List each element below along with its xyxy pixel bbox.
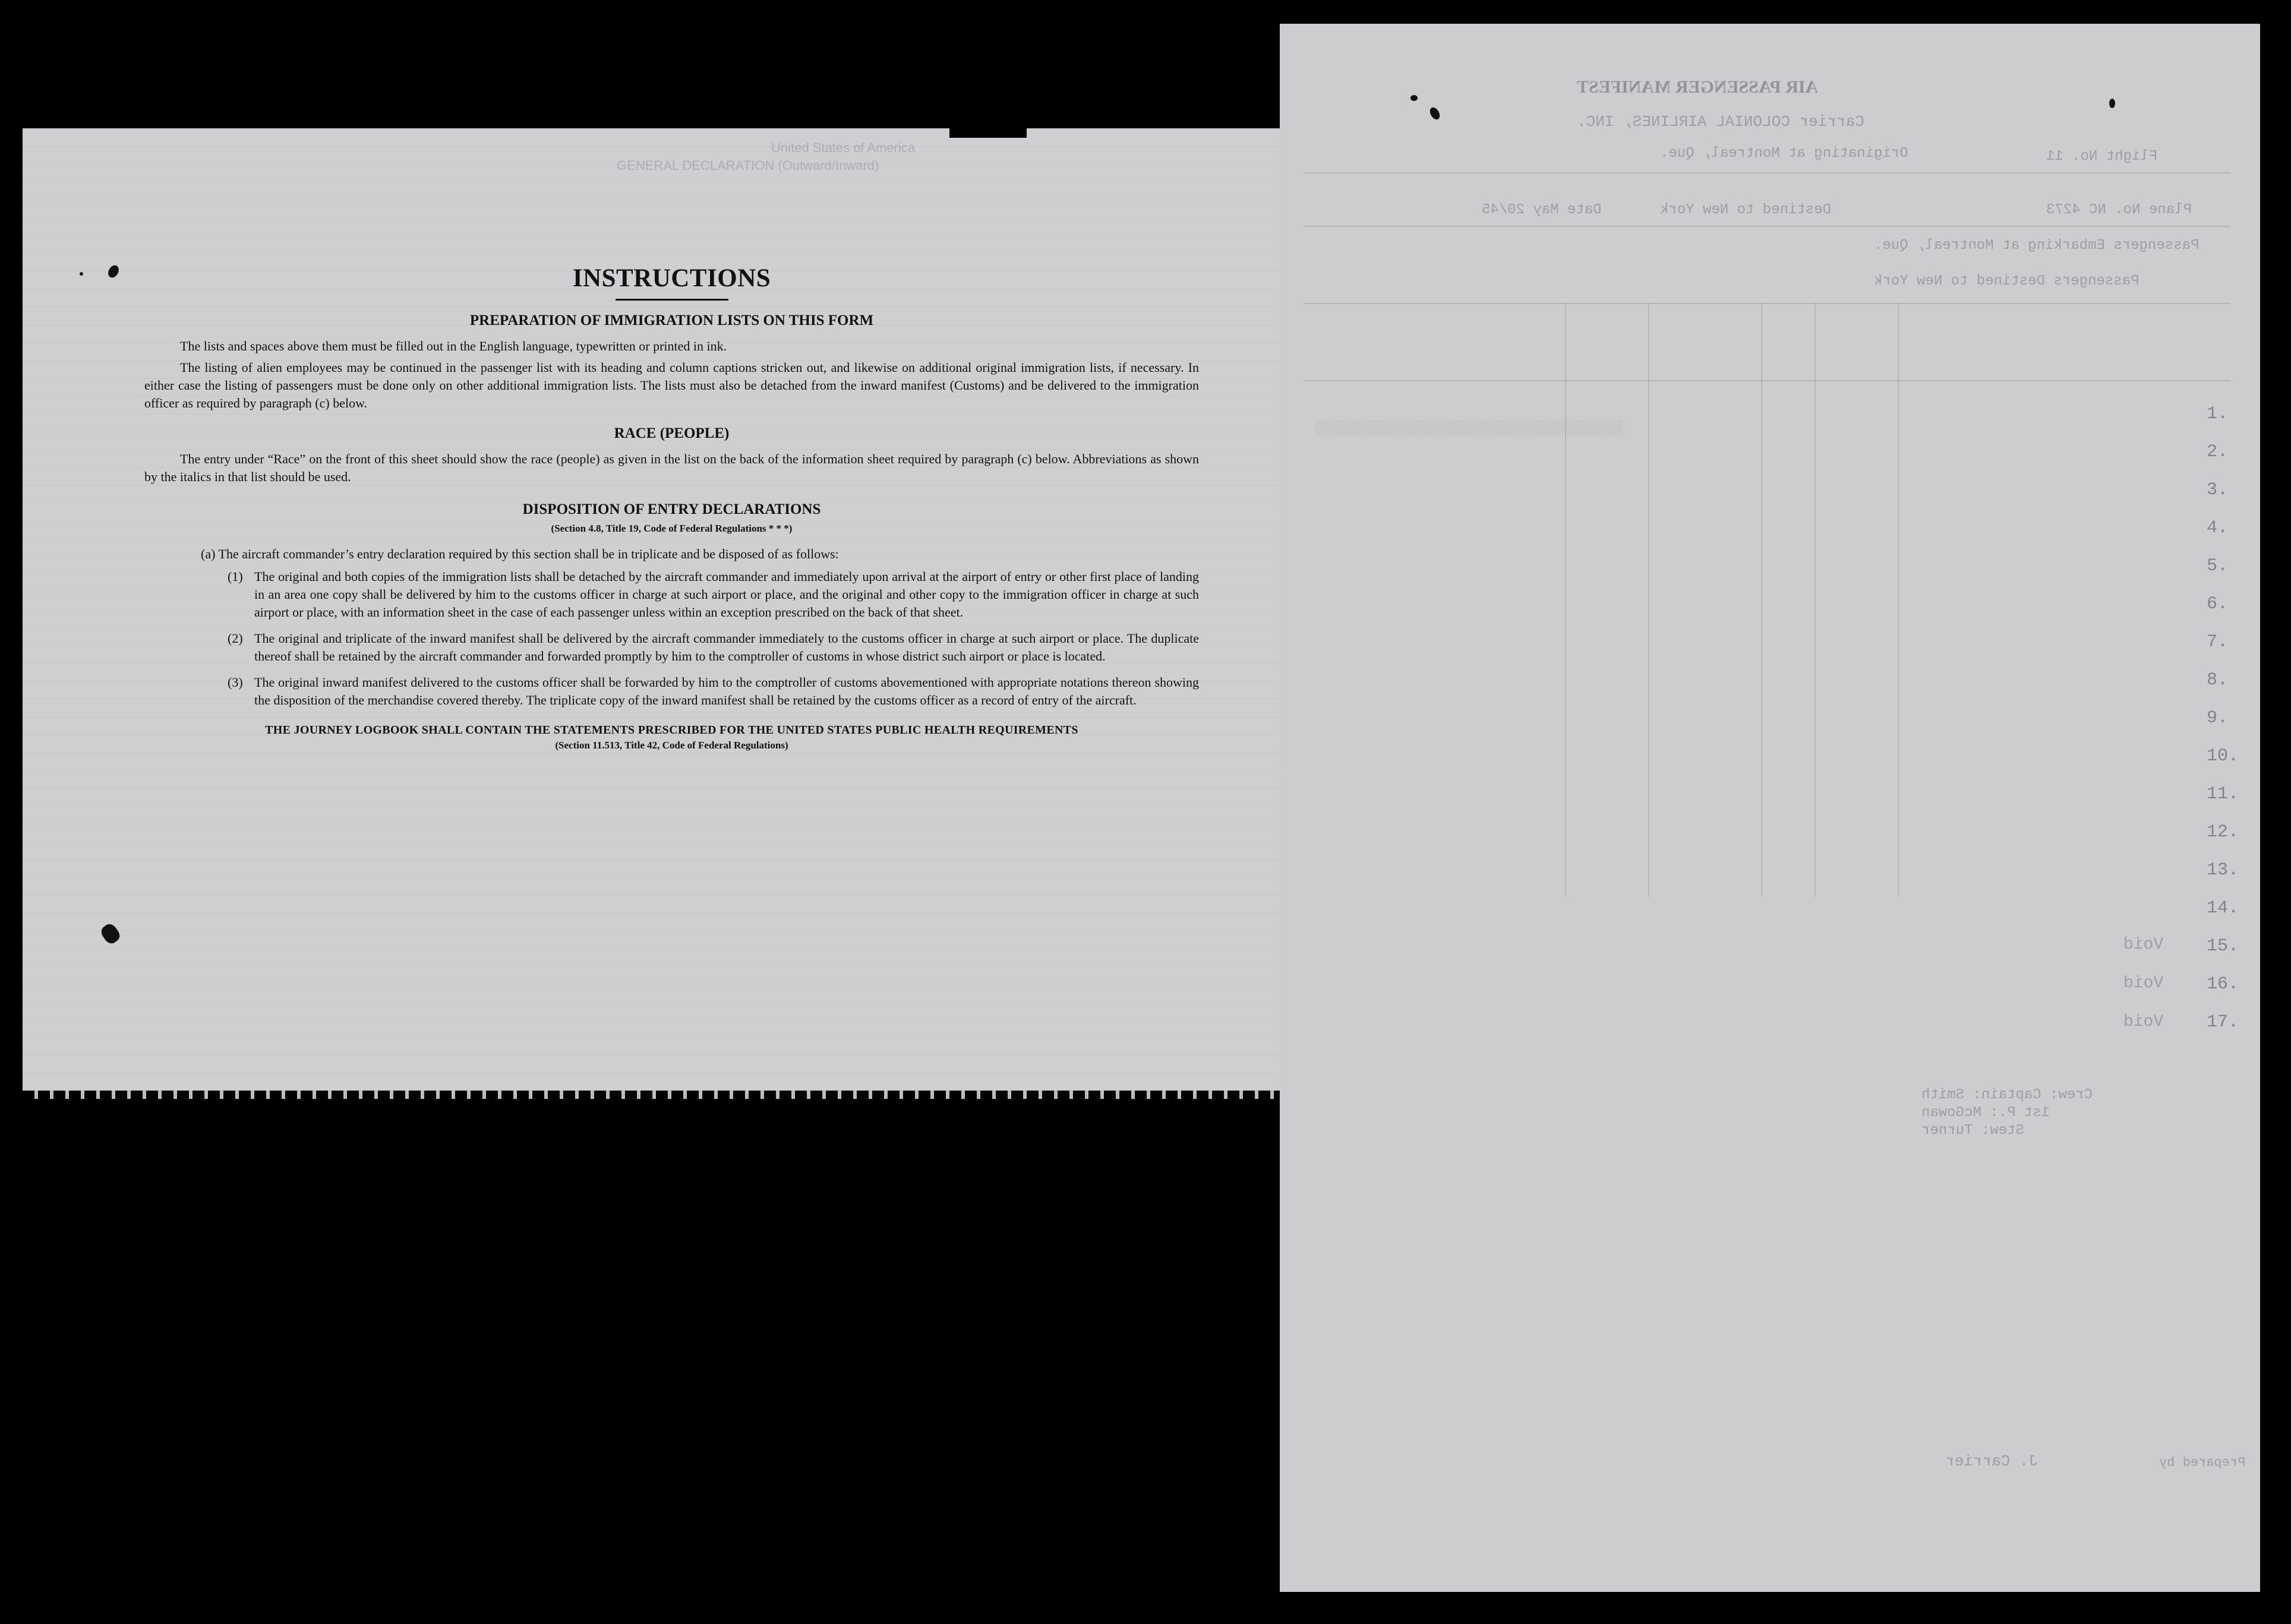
divider (1304, 226, 2230, 227)
instructions-content (144, 264, 1199, 751)
section-heading-disposition: DISPOSITION OF ENTRY DECLARATIONS (522, 501, 821, 517)
ink-blot (106, 263, 121, 279)
plane-label: Plane No. (2115, 202, 2192, 218)
page-title: INSTRUCTIONS (572, 264, 771, 292)
passengers-destined-value: New York (1874, 273, 1943, 289)
row-number: 3. (2207, 480, 2229, 500)
paragraph: (a) The aircraft commander’s entry declaration required by this section shall be in triplicate and be disposed of as follows: (201, 546, 839, 561)
plane-value: NC 4273 (2046, 202, 2106, 218)
manifest-sheet (1280, 24, 2260, 1592)
date-value: May 20/45 (1482, 202, 1559, 218)
paragraph: The entry under “Race” on the front of this sheet should show the race (people) as given in the list on the back of the information sheet required by paragraph (c) below. Abbreviations as shown by the italics in that list should be used. (144, 451, 1199, 484)
crew-line: Crew: Captain: Smith (1921, 1087, 2093, 1103)
crew-line: 1st P.: McGowan (1921, 1105, 2050, 1121)
row-number: 10. (2207, 746, 2239, 766)
row-number: 5. (2207, 556, 2229, 576)
row-number: 6. (2207, 594, 2229, 614)
list-item-number: (3) (228, 675, 243, 690)
date-line (1482, 202, 1602, 218)
row-number: 9. (2207, 708, 2229, 728)
row-number: 8. (2207, 670, 2229, 690)
row-number: 14. (2207, 898, 2239, 918)
footer-citation: (Section 11.513, Title 42, Code of Federal Regulations) (555, 740, 788, 751)
ink-speck (1410, 95, 1418, 101)
divider (1304, 303, 2230, 304)
torn-bottom-edge (23, 1091, 1285, 1099)
section-heading-race: RACE (PEOPLE) (614, 425, 730, 441)
origin-label: Originating at (1788, 146, 1908, 162)
row-number: 13. (2207, 860, 2239, 880)
flight-line (2046, 149, 2157, 165)
bleed-through-text: United States of America (771, 140, 916, 155)
row-number: 12. (2207, 822, 2239, 842)
list-item (228, 630, 1199, 665)
list-item-number: (2) (228, 631, 243, 646)
paragraph: The lists and spaces above them must be filled out in the English language, typewritten or printed in ink. (180, 339, 727, 353)
date-label: Date (1567, 202, 1602, 218)
row-number: 16. (2207, 974, 2239, 994)
void-row: Void (2123, 974, 2164, 993)
bleed-through-text: GENERAL DECLARATION (Outward/Inward) (617, 158, 879, 173)
flight-label: Flight No. (2072, 149, 2158, 165)
prepared-by-label: Prepared by (2159, 1455, 2246, 1470)
list-item-text: The original inward manifest delivered to the customs officer shall be forwarded by him to the comptroller of customs abovementioned with appropriate notations thereon showing the disposition of the merchandise covered thereby. The triplicate copy of the inward manifest shall be retained by the customs officer as a record of entry of the aircraft. (254, 675, 1199, 707)
section-subheading: (Section 4.8, Title 19, Code of Federal Regulations * * *) (551, 523, 793, 534)
footer-statement: THE JOURNEY LOGBOOK SHALL CONTAIN THE STATEMENTS PRESCRIBED FOR THE UNITED STATES PUBLIC HEALTH REQUIREMENTS (265, 723, 1078, 737)
origin-value: Montreal, Que. (1660, 146, 1780, 162)
column-rule (1565, 303, 1566, 897)
carrier-line (1577, 113, 1864, 131)
ink-speck (2109, 99, 2115, 108)
divider (1304, 380, 2230, 381)
ink-blot (1428, 106, 1441, 121)
row-number: 2. (2207, 442, 2229, 462)
row-number: 4. (2207, 518, 2229, 538)
list-item-text: The original and triplicate of the inward manifest shall be delivered by the aircraft commander immediately to the customs officer in charge at such airport or place. The duplicate thereof shall be retained by the aircraft commander and forwarded promptly by him to the comptroller of customs in whose district such airport or place is located. (254, 631, 1199, 663)
plane-line (2046, 202, 2192, 218)
ink-blot (99, 921, 122, 946)
origin-line (1660, 146, 1908, 162)
column-rule (1898, 303, 1899, 897)
destined-line (1660, 202, 1831, 218)
crew-line: Stew: Turner (1921, 1123, 2024, 1139)
column-rule (1815, 303, 1816, 897)
row-number: 11. (2207, 784, 2239, 804)
row-number: 17. (2207, 1012, 2239, 1032)
embark-line (1874, 238, 2199, 254)
void-row: Void (2123, 936, 2164, 954)
carrier-label: Carrier (1799, 113, 1864, 131)
prepared-by-value: J. Carrier (1945, 1452, 2038, 1470)
column-rule (1648, 303, 1649, 897)
instructions-sheet (23, 128, 1285, 1092)
flight-value: 11 (2046, 149, 2063, 165)
destined-label: Destined to (1737, 202, 1832, 218)
row-number: 7. (2207, 632, 2229, 652)
divider (1304, 172, 2230, 173)
passengers-destined-line (1874, 273, 2139, 289)
list-item-number: (1) (228, 569, 243, 584)
sheet-notch (949, 122, 1027, 138)
embark-value: Montreal, Que. (1874, 238, 1994, 254)
ink-speck (80, 272, 83, 276)
void-row: Void (2123, 1013, 2164, 1031)
carrier-value: COLONIAL AIRLINES, INC. (1577, 113, 1790, 131)
row-number: 1. (2207, 404, 2229, 424)
passengers-destined-label: Passengers Destined to (1951, 273, 2139, 289)
manifest-title: AIR PASSENGER MANIFEST (1577, 77, 1819, 97)
title-underline (616, 299, 728, 301)
manifest-body-bleed: ░░░░░░░░░░░░░░░░░░░░░░░░░░░░░░░░░░░░ (1315, 421, 1624, 437)
list-item (228, 568, 1199, 621)
paragraph: The listing of alien employees may be continued in the passenger list with its heading and column captions stricken out, and likewise on additional original immigration lists, if necessary. In either case the listing of passengers must be done only on other additional immigration lists. The lists must also be detached from the inward manifest (Customs) and be delivered to the immigration officer as required by paragraph (c) below. (144, 360, 1199, 410)
destined-value: New York (1660, 202, 1729, 218)
list-item-text: The original and both copies of the immigration lists shall be detached by the aircraft commander and immediately upon arrival at the airport of entry or other first place of landing in an area one copy shall be delivered by him to the customs officer in charge at such airport or place, and the original and other copy to the immigration officer in charge at such airport or place, with an information sheet in the case of each passenger unless within an exception prescribed on the back of that sheet. (254, 569, 1199, 620)
section-heading-preparation: PREPARATION OF IMMIGRATION LISTS ON THIS FORM (469, 312, 874, 328)
list-item (228, 674, 1199, 709)
embark-label: Passengers Embarking at (2002, 238, 2200, 254)
column-rule (1761, 303, 1762, 897)
row-number: 15. (2207, 936, 2239, 956)
